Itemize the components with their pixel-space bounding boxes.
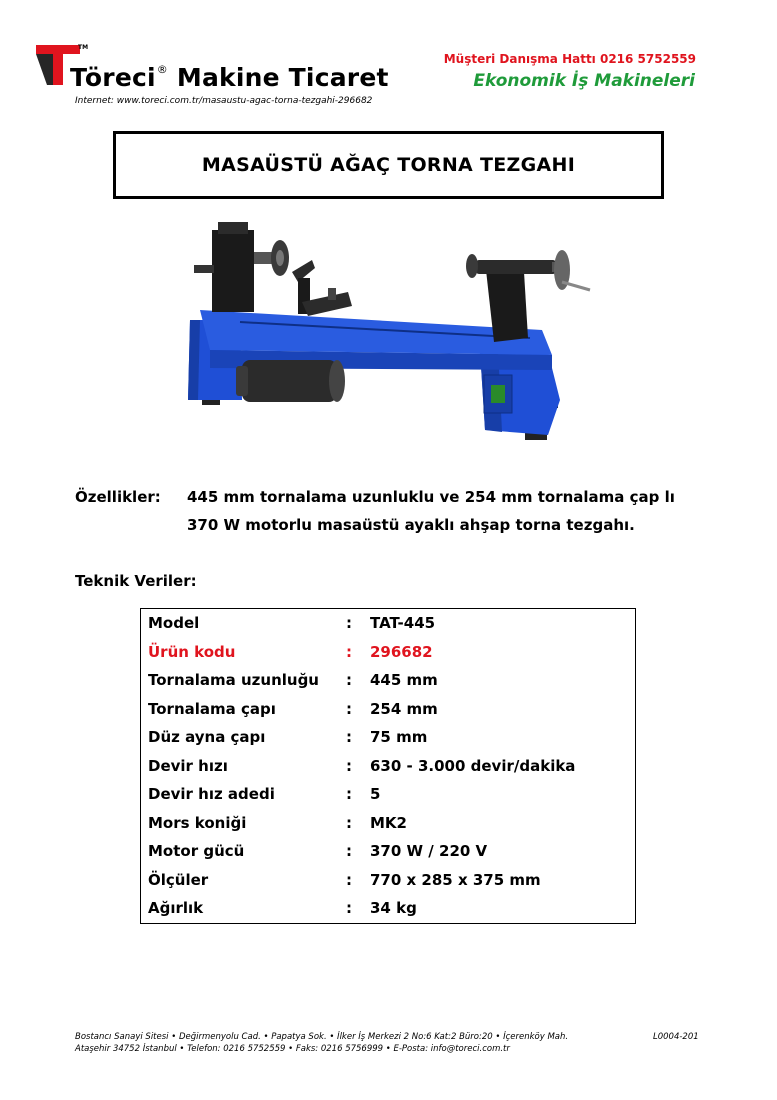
- spec-row-speed-count: [148, 780, 628, 808]
- spec-row-product-code: [148, 638, 628, 666]
- spec-value: 445 mm: [370, 671, 438, 689]
- company-name-main: Töreci: [70, 63, 156, 92]
- spec-colon: :: [346, 642, 352, 661]
- spec-row-dimensions: [148, 866, 628, 894]
- spec-colon: :: [346, 813, 352, 832]
- company-name: [70, 63, 389, 92]
- spec-value: TAT-445: [370, 614, 436, 632]
- spec-colon: :: [346, 671, 352, 689]
- spec-key: Ölçüler: [148, 870, 209, 889]
- wood-lathe-product-image: [180, 210, 600, 450]
- spec-value: MK2: [370, 813, 407, 832]
- features-label: Özellikler:: [75, 488, 161, 506]
- spec-key: Ağırlık: [148, 899, 204, 917]
- spec-colon: :: [346, 699, 352, 718]
- spec-value: 75 mm: [370, 728, 428, 746]
- footer-address-line-1: Bostancı Sanayi Sitesi • Değirmenyolu Cad. • Papatya Sok. • İlker İş Merkezi 2 No:6 Kat:2 Büro:20 • İçerenköy Mah.: [75, 1032, 569, 1042]
- document-code: L0004-201: [653, 1032, 699, 1042]
- spec-value: 34 kg: [370, 899, 417, 917]
- spec-value: 5: [370, 785, 381, 803]
- spec-colon: :: [346, 899, 352, 917]
- company-name-suffix: Makine Ticaret: [176, 63, 389, 92]
- spec-key: Motor gücü: [148, 842, 245, 860]
- features-line-2: 370 W motorlu masaüstü ayaklı ahşap torna tezgahı.: [187, 516, 635, 534]
- spec-key: Düz ayna çapı: [148, 728, 266, 746]
- spec-row-turning-length: [148, 666, 628, 694]
- spec-table: [140, 608, 636, 924]
- spec-row-speed: [148, 752, 628, 780]
- spec-row-model: [148, 609, 628, 637]
- spec-colon: :: [346, 614, 352, 632]
- registered-mark: ®: [156, 63, 168, 76]
- spec-row-turning-diameter: [148, 695, 628, 723]
- spec-key: Ürün kodu: [148, 642, 236, 661]
- trademark-mark: TM: [78, 44, 89, 51]
- spec-key: Model: [148, 614, 200, 632]
- technical-data-label: Teknik Veriler:: [75, 572, 197, 590]
- spec-colon: :: [346, 785, 352, 803]
- spec-value: 630 - 3.000 devir/dakika: [370, 756, 576, 775]
- spec-row-faceplate-diameter: [148, 723, 628, 751]
- page-title: MASAÜSTÜ AĞAÇ TORNA TEZGAHI: [113, 131, 664, 199]
- spec-key: Devir hız adedi: [148, 785, 275, 803]
- spec-value: 254 mm: [370, 699, 438, 718]
- footer-address-line-2: Ataşehir 34752 İstanbul • Telefon: 0216 5752559 • Faks: 0216 5756999 • E-Posta: info@toreci.com.tr: [75, 1044, 510, 1054]
- spec-value: 770 x 285 x 375 mm: [370, 870, 541, 889]
- spec-value: 296682: [370, 642, 433, 661]
- spec-row-motor-power: [148, 837, 628, 865]
- spec-row-weight: [148, 894, 628, 922]
- spec-key: Tornalama uzunluğu: [148, 671, 319, 689]
- spec-value: 370 W / 220 V: [370, 842, 488, 860]
- company-tagline: Ekonomik İş Makineleri: [473, 71, 695, 91]
- customer-hotline: Müşteri Danışma Hattı 0216 5752559: [443, 52, 696, 66]
- website-url[interactable]: Internet: www.toreci.com.tr/masaustu-agac-torna-tezgahi-296682: [75, 96, 373, 106]
- spec-colon: :: [346, 842, 352, 860]
- features-line-1: 445 mm tornalama uzunluklu ve 254 mm tornalama çap lı: [187, 488, 675, 506]
- spec-key: Devir hızı: [148, 756, 228, 775]
- spec-row-morse-taper: [148, 809, 628, 837]
- spec-colon: :: [346, 756, 352, 775]
- spec-colon: :: [346, 870, 352, 889]
- spec-colon: :: [346, 728, 352, 746]
- spec-key: Tornalama çapı: [148, 699, 276, 718]
- spec-key: Mors koniği: [148, 813, 247, 832]
